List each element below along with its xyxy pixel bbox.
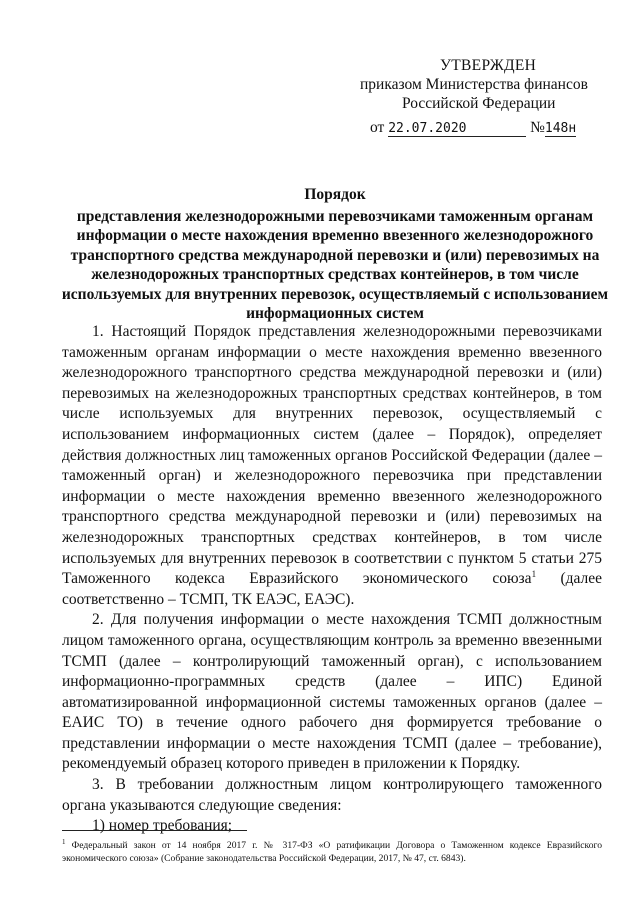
document-body (62, 322, 602, 837)
date-prefix: от (370, 119, 385, 136)
footnote-marker: 1 (62, 838, 66, 846)
paragraph-2: 2. Для получения информации о месте нахождения ТСМП должностным лицом таможенного органа, осуществляющим контроль за временно ввезенными ТСМП (далее – контролирующий таможенный орган), с использованием информационно-программных средств (далее – ИПС) Единой автоматизированной информационной системы таможенных органов (далее – ЕАИС ТО) в течение одного рабочего дня формируется требование о представлении информации о месте нахождения ТСМП (далее – требование), рекомендуемый образец которого приведен в приложении к Порядку. (62, 611, 602, 773)
footnote-text: Федеральный закон от 14 ноября 2017 г. № 317-ФЗ «О ратификации Договора о Таможенном кодексе Евразийского экономического союза» (Собрание законодательства Российской Федерации, 2017, № 47, ст. 6843). (62, 840, 602, 865)
approval-date: 22.07.2020 (388, 121, 526, 137)
approval-number: 148н (544, 121, 577, 136)
paragraph-3: 3. В требовании должностным лицом контролирующего таможенного органа указываются следующие сведения: (62, 776, 602, 814)
paragraph-1-text: 1. Настоящий Порядок представления железнодорожными перевозчиками таможенным органам информации о месте нахождения временно ввезенного железнодорожного транспортного средства международной перевозки и (или) перевозимых на железнодорожных транспортных средствах контейнеров, в том числе используемых для внутренних перевозок, осуществляемый с использованием информационных систем (далее – Порядок), определяет действия должностных лиц таможенных органов Российской Федерации (далее – таможенный орган) и железнодорожного перевозчика при представлении информации о месте нахождения временно ввезенного железнодорожного транспортного средства международной перевозки и (или) перевозимых на железнодорожных транспортных средствах контейнеров, в том числе используемых для внутренних перевозок в соответствии с пунктом 5 статьи 275 Таможенного кодекса Евразийского экономического союза (62, 323, 602, 588)
title-main: Порядок (304, 186, 366, 203)
approval-order-line: приказом Министерства финансов (360, 76, 588, 93)
paragraph-3-item-1: 1) номер требования; (92, 817, 233, 835)
footnote (62, 836, 602, 865)
paragraph-1 (62, 322, 602, 610)
approval-date-line (360, 118, 620, 137)
approval-heading: УТВЕРЖДЕН (440, 57, 537, 74)
approval-stamp (360, 56, 620, 137)
paragraph-1-tail: (далее соответственно – ТСМП, ТК ЕАЭС, ЕАЭС). (62, 570, 603, 608)
footnote-divider (62, 830, 247, 831)
approval-ministry-line: Российской Федерации (402, 95, 556, 112)
title-subtitle: представления железнодорожными перевозчиками таможенным органам информации о месте нахождения временно ввезенного железнодорожного транспортного средства международной перевозки и (или) перевозимых на железнодорожных транспортных средствах контейнеров, в том числе используемых для внутренних перевозок, осуществляемый с использованием информационных систем (61, 207, 609, 322)
footnote-reference: 1 (531, 568, 537, 579)
document-title (60, 185, 610, 324)
number-prefix: № (530, 119, 545, 136)
